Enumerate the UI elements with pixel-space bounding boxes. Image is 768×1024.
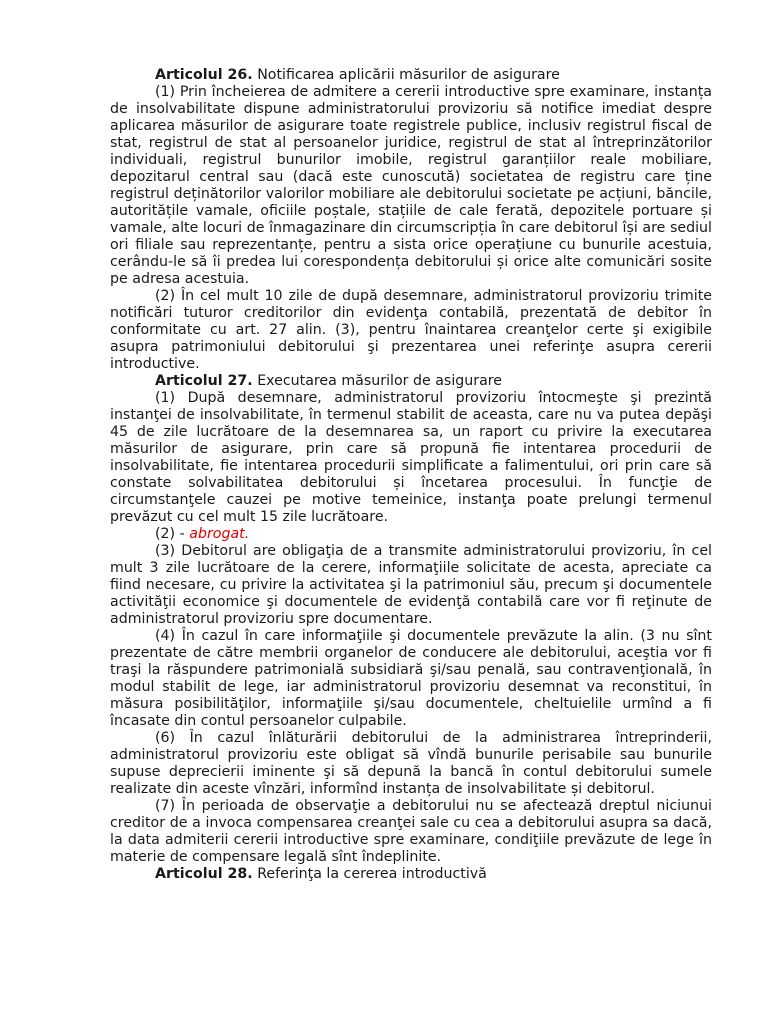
article-27-paragraph-1: (1) După desemnare, administratorul provizoriu întocmeşte şi prezintă instanţei de insolvabilitate, în termenul stabilit de aceasta, care nu va putea depăşi 45 de zile lucrătoare de la desemnarea sa, un raport cu privire la executarea măsurilor de asigurare, prin care să propună fie intentarea procedurii de insolvabilitate, fie intentarea procedurii simplificate a falimentului, ori prin care să constate solvabilitatea debitorului și încetarea procesului. În funcţie de circumstanţele cauzei pe motive temeinice, instanţa poate prelungi termenul prevăzut cu cel mult 15 zile lucrătoare. bbox=[110, 390, 712, 525]
article-27-number: Articolul 27. bbox=[155, 373, 253, 389]
article-28-number: Articolul 28. bbox=[155, 866, 253, 882]
document-body bbox=[110, 67, 712, 883]
article-27-paragraph-6: (6) În cazul înlăturării debitorului de la administrarea întreprinderii, administratorul provizoriu este obligat să vîndă bunurile perisabile sau bunurile supuse deprecierii iminente şi să depună la bancă în contul debitorului sumele realizate din aceste vînzări, informînd instanța de insolvabilitate și debitorul. bbox=[110, 730, 712, 797]
article-26-paragraph-1: (1) Prin încheierea de admitere a cererii introductive spre examinare, instanța de insolvabilitate dispune administratorului provizoriu să notifice imediat despre aplicarea măsurilor de asigurare toate registrele publice, inclusiv registrul fiscal de stat, registrul de stat al persoanelor juridice, registrul de stat al întreprinzătorilor individuali, registrul bunurilor imobile, registrul garanțiilor reale mobiliare, depozitarul central sau (dacă este cunoscută) societatea de registru care ține registrul deținătorilor valorilor mobiliare ale debitorului societate pe acțiuni, băncile, autoritățile vamale, oficiile poștale, stațiile de cale ferată, depozitele portuare și vamale, alte locuri de înmagazinare din circumscripția în care debitorul își are sediul ori filiale sau reprezentanțe, pentru a sista orice operațiune cu bunurile acestuia, cerându-le să îi predea lui corespondența debitorului și orice alte comunicări sosite pe adresa acestuia. bbox=[110, 84, 712, 287]
article-27-paragraph-3: (3) Debitorul are obligaţia de a transmite administratorului provizoriu, în cel mult 3 zile lucrătoare de la cerere, informaţiile solicitate de acesta, apreciate ca fiind necesare, cu privire la activitatea şi la patrimoniul său, precum şi documentele activităţii economice şi documentele de evidenţă contabilă care vor fi reţinute de administratorul provizoriu spre documentare. bbox=[110, 543, 712, 627]
abrogated-note: abrogat. bbox=[189, 526, 250, 542]
article-28-heading bbox=[110, 866, 712, 883]
article-26-heading bbox=[110, 67, 712, 84]
article-27-paragraph-4: (4) În cazul în care informaţiile şi documentele prevăzute la alin. (3 nu sînt prezentate de către membrii organelor de conducere ale debitorului, aceştia vor fi traşi la răspundere patrimonială subsidiară şi/sau penală, sau contravenţională, în modul stabilit de lege, iar administratorul provizoriu desemnat va reconstitui, în măsura posibilităţilor, informaţiile şi/sau documentele, cheltuielile urmînd a fi încasate din contul persoanelor culpabile. bbox=[110, 628, 712, 729]
article-26-paragraph-2: (2) În cel mult 10 zile de după desemnare, administratorul provizoriu trimite notificări tuturor creditorilor din evidenţa contabilă, prezentată de debitor în conformitate cu art. 27 alin. (3), pentru înaintarea creanţelor certe şi exigibile asupra patrimoniului debitorului şi prezentarea unei referinţe asupra cererii introductive. bbox=[110, 288, 712, 372]
article-26-number: Articolul 26. bbox=[155, 67, 253, 83]
article-27-title: Executarea măsurilor de asigurare bbox=[252, 373, 503, 389]
article-28-title: Referinţa la cererea introductivă bbox=[252, 866, 487, 882]
abrogated-prefix: (2) - bbox=[155, 526, 190, 542]
article-27-paragraph-7: (7) În perioada de observaţie a debitorului nu se afectează dreptul niciunui creditor de a invoca compensarea creanţei sale cu cea a debitorului asupra sa dacă, la data admiterii cererii introductive spre examinare, condiţiile prevăzute de lege în materie de compensare legală sînt îndeplinite. bbox=[110, 798, 712, 865]
article-26-title: Notificarea aplicării măsurilor de asigurare bbox=[252, 67, 560, 83]
article-27-paragraph-2-abrogated bbox=[110, 526, 712, 543]
article-27-heading bbox=[110, 373, 712, 390]
